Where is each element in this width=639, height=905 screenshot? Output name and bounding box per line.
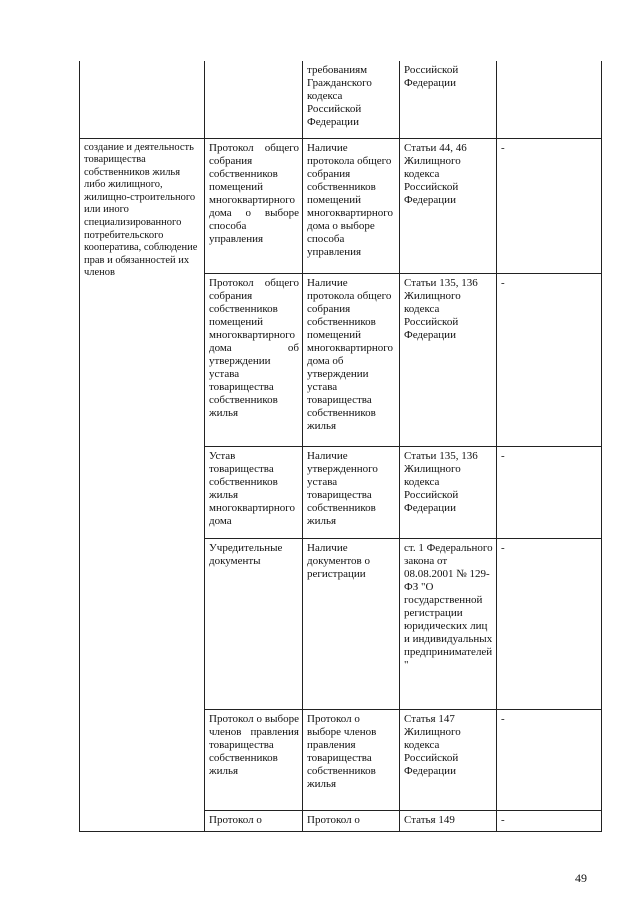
cell-document: Учредительные документы	[205, 538, 303, 709]
cell-note: -	[497, 273, 602, 446]
cell-law: Статьи 44, 46 Жилищного кодекса Российской Федерации	[400, 138, 497, 273]
cell-note	[497, 61, 602, 138]
cell-law: ст. 1 Федерального закона от 08.08.2001 № 129-ФЗ "О государственной регистрации юридических лиц и индивидуальных предпринимателей"	[400, 538, 497, 709]
cell-law: Статьи 135, 136 Жилищного кодекса Российской Федерации	[400, 446, 497, 538]
cell-check: Наличие документов о регистрации	[303, 538, 400, 709]
requirements-table	[79, 61, 602, 832]
cell-document	[205, 61, 303, 138]
cell-law: Российской Федерации	[400, 61, 497, 138]
cell-document: Протокол о	[205, 810, 303, 831]
cell-document: Протокол общего собрания собственников помещений многоквартирного дома об утверждении устава товарищества собственников жилья	[205, 273, 303, 446]
cell-check: Наличие утвержденного устава товарищества собственников жилья	[303, 446, 400, 538]
cell-check: Наличие протокола общего собрания собственников помещений многоквартирного дома о выборе способа управления	[303, 138, 400, 273]
cell-document: Устав товарищества собственников жилья многоквартирного дома	[205, 446, 303, 538]
cell-law: Статьи 135, 136 Жилищного кодекса Российской Федерации	[400, 273, 497, 446]
cell-document: Протокол общего собрания собственников помещений многоквартирного дома о выборе способа управления	[205, 138, 303, 273]
cell-group	[80, 61, 205, 138]
cell-check: Наличие протокола общего собрания собственников помещений многоквартирного дома об утверждении устава товарищества собственников жилья	[303, 273, 400, 446]
table-row	[80, 138, 602, 273]
cell-check: Протокол о	[303, 810, 400, 831]
cell-note: -	[497, 138, 602, 273]
cell-law: Статья 147 Жилищного кодекса Российской Федерации	[400, 709, 497, 810]
cell-group-label: создание и деятельность товарищества собственников жилья либо жилищного, жилищно-строительного или иного специализированного потребительского кооператива, соблюдение прав и обязанностей их членов	[80, 138, 205, 831]
page-number: 49	[575, 871, 587, 885]
cell-check: требованиям Гражданского кодекса Российской Федерации	[303, 61, 400, 138]
cell-check: Протокол о выборе членов правления товарищества собственников жилья	[303, 709, 400, 810]
cell-note: -	[497, 810, 602, 831]
cell-document: Протокол о выборе членов правления товарищества собственников жилья	[205, 709, 303, 810]
cell-note: -	[497, 446, 602, 538]
cell-law: Статья 149	[400, 810, 497, 831]
table-row	[80, 61, 602, 138]
cell-note: -	[497, 538, 602, 709]
cell-note: -	[497, 709, 602, 810]
